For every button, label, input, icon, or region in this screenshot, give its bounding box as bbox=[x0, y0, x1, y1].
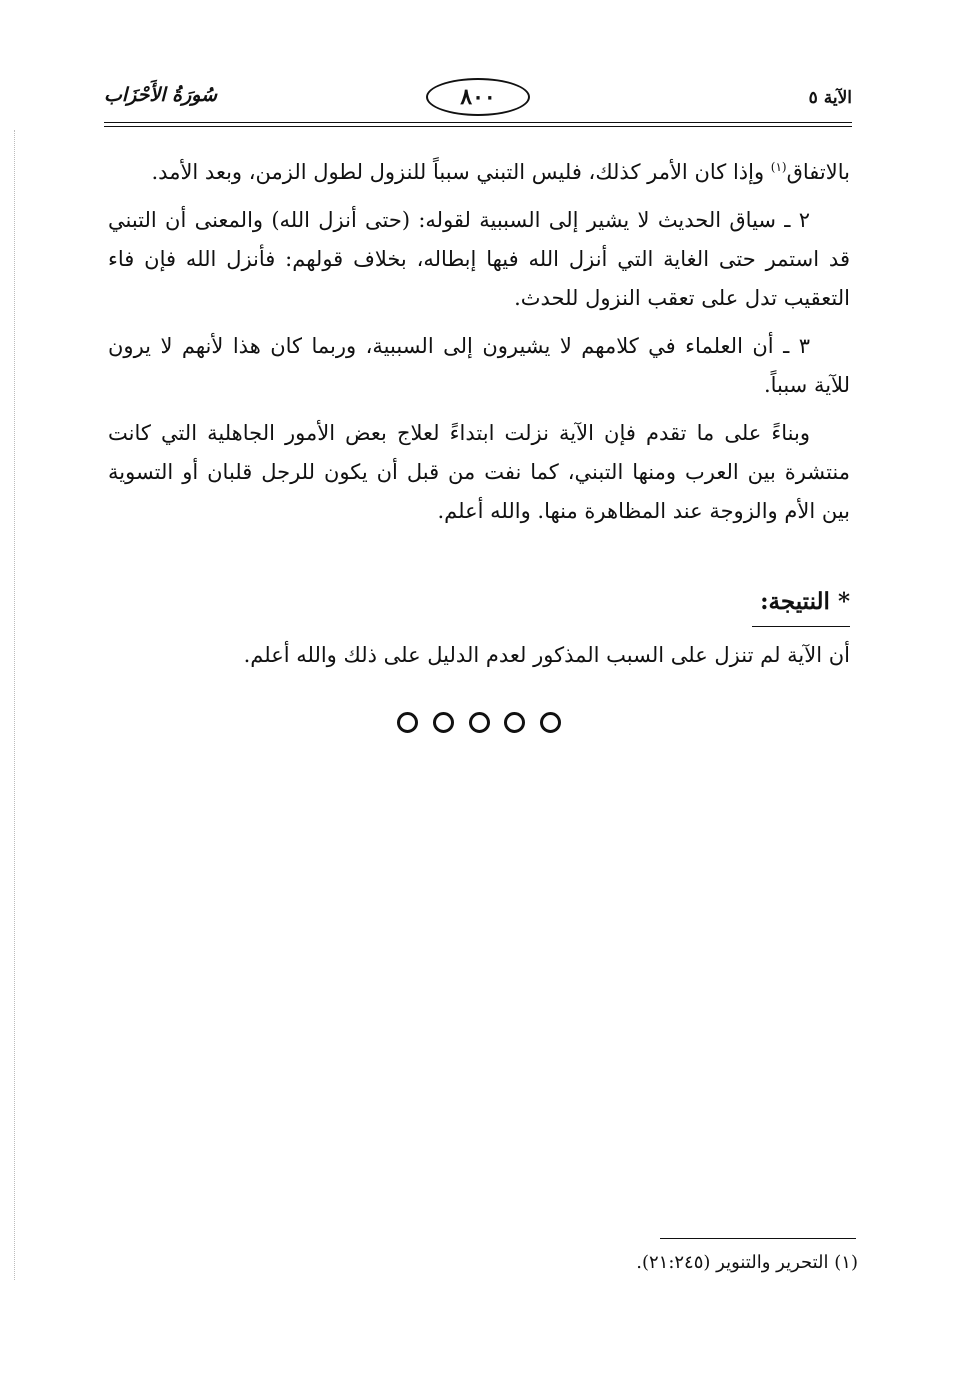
header-rule bbox=[104, 122, 852, 123]
paragraph-1-rest: وإذا كان الأمر كذلك، فليس التبني سبباً للنزول لطول الزمن، وبعد الأمد. bbox=[151, 160, 771, 184]
result-text: أن الآية لم تنزل على السبب المذكور لعدم الدليل على ذلك والله أعلم. bbox=[243, 643, 850, 667]
ornament-circle-icon bbox=[469, 712, 490, 733]
footnote-marker: (١) bbox=[770, 160, 787, 174]
body-text bbox=[108, 148, 850, 540]
paragraph-1 bbox=[108, 148, 850, 192]
footnote: (١) التحرير والتنوير (٢١:٢٤٥). bbox=[636, 1252, 858, 1273]
result-section bbox=[108, 588, 850, 667]
ayah-label: الآية ٥ bbox=[808, 88, 852, 108]
paragraph-1-start: بالاتفاق bbox=[786, 160, 850, 184]
result-heading: * النتيجة: bbox=[760, 588, 850, 615]
ornament-circle-icon bbox=[433, 712, 454, 733]
page-number: ٨٠٠ bbox=[426, 78, 530, 116]
ornament-circle-icon bbox=[540, 712, 561, 733]
paragraph-4: وبناءً على ما تقدم فإن الآية نزلت ابتداءً لعلاج بعض الأمور الجاهلية التي كانت منتشرة بين العرب ومنها التبني، كما نفت من قبل أن يكون للرجل قلبان أو التسوية بين الأم والزوجة عند المظاهرة منها. والله أعلم. bbox=[108, 421, 850, 523]
margin-guide bbox=[14, 130, 15, 1280]
paragraph-3: ٣ ـ أن العلماء في كلامهم لا يشيرون إلى السببية، وربما كان هذا لأنهم لا يرون للآية سبباً. bbox=[108, 334, 850, 397]
ornament-circle-icon bbox=[504, 712, 525, 733]
paragraph-2: ٢ ـ سياق الحديث لا يشير إلى السببية لقوله: (حتى أنزل الله) والمعنى أن التبني قد استمر حتى الغاية التي أنزل الله فيها إبطاله، بخلاف قولهم: فأنزل الله فإن فاء التعقيب تدل على تعقب النزول للحدث. bbox=[108, 208, 850, 310]
ornament-circle-icon bbox=[397, 712, 418, 733]
footnote-rule bbox=[660, 1238, 856, 1239]
running-header bbox=[104, 78, 852, 120]
surah-name: سُورَةُ الأَحْزَاب bbox=[104, 84, 217, 106]
header-rule-thin bbox=[104, 126, 852, 127]
section-end-ornament bbox=[397, 712, 561, 736]
result-heading-rule bbox=[752, 626, 850, 627]
